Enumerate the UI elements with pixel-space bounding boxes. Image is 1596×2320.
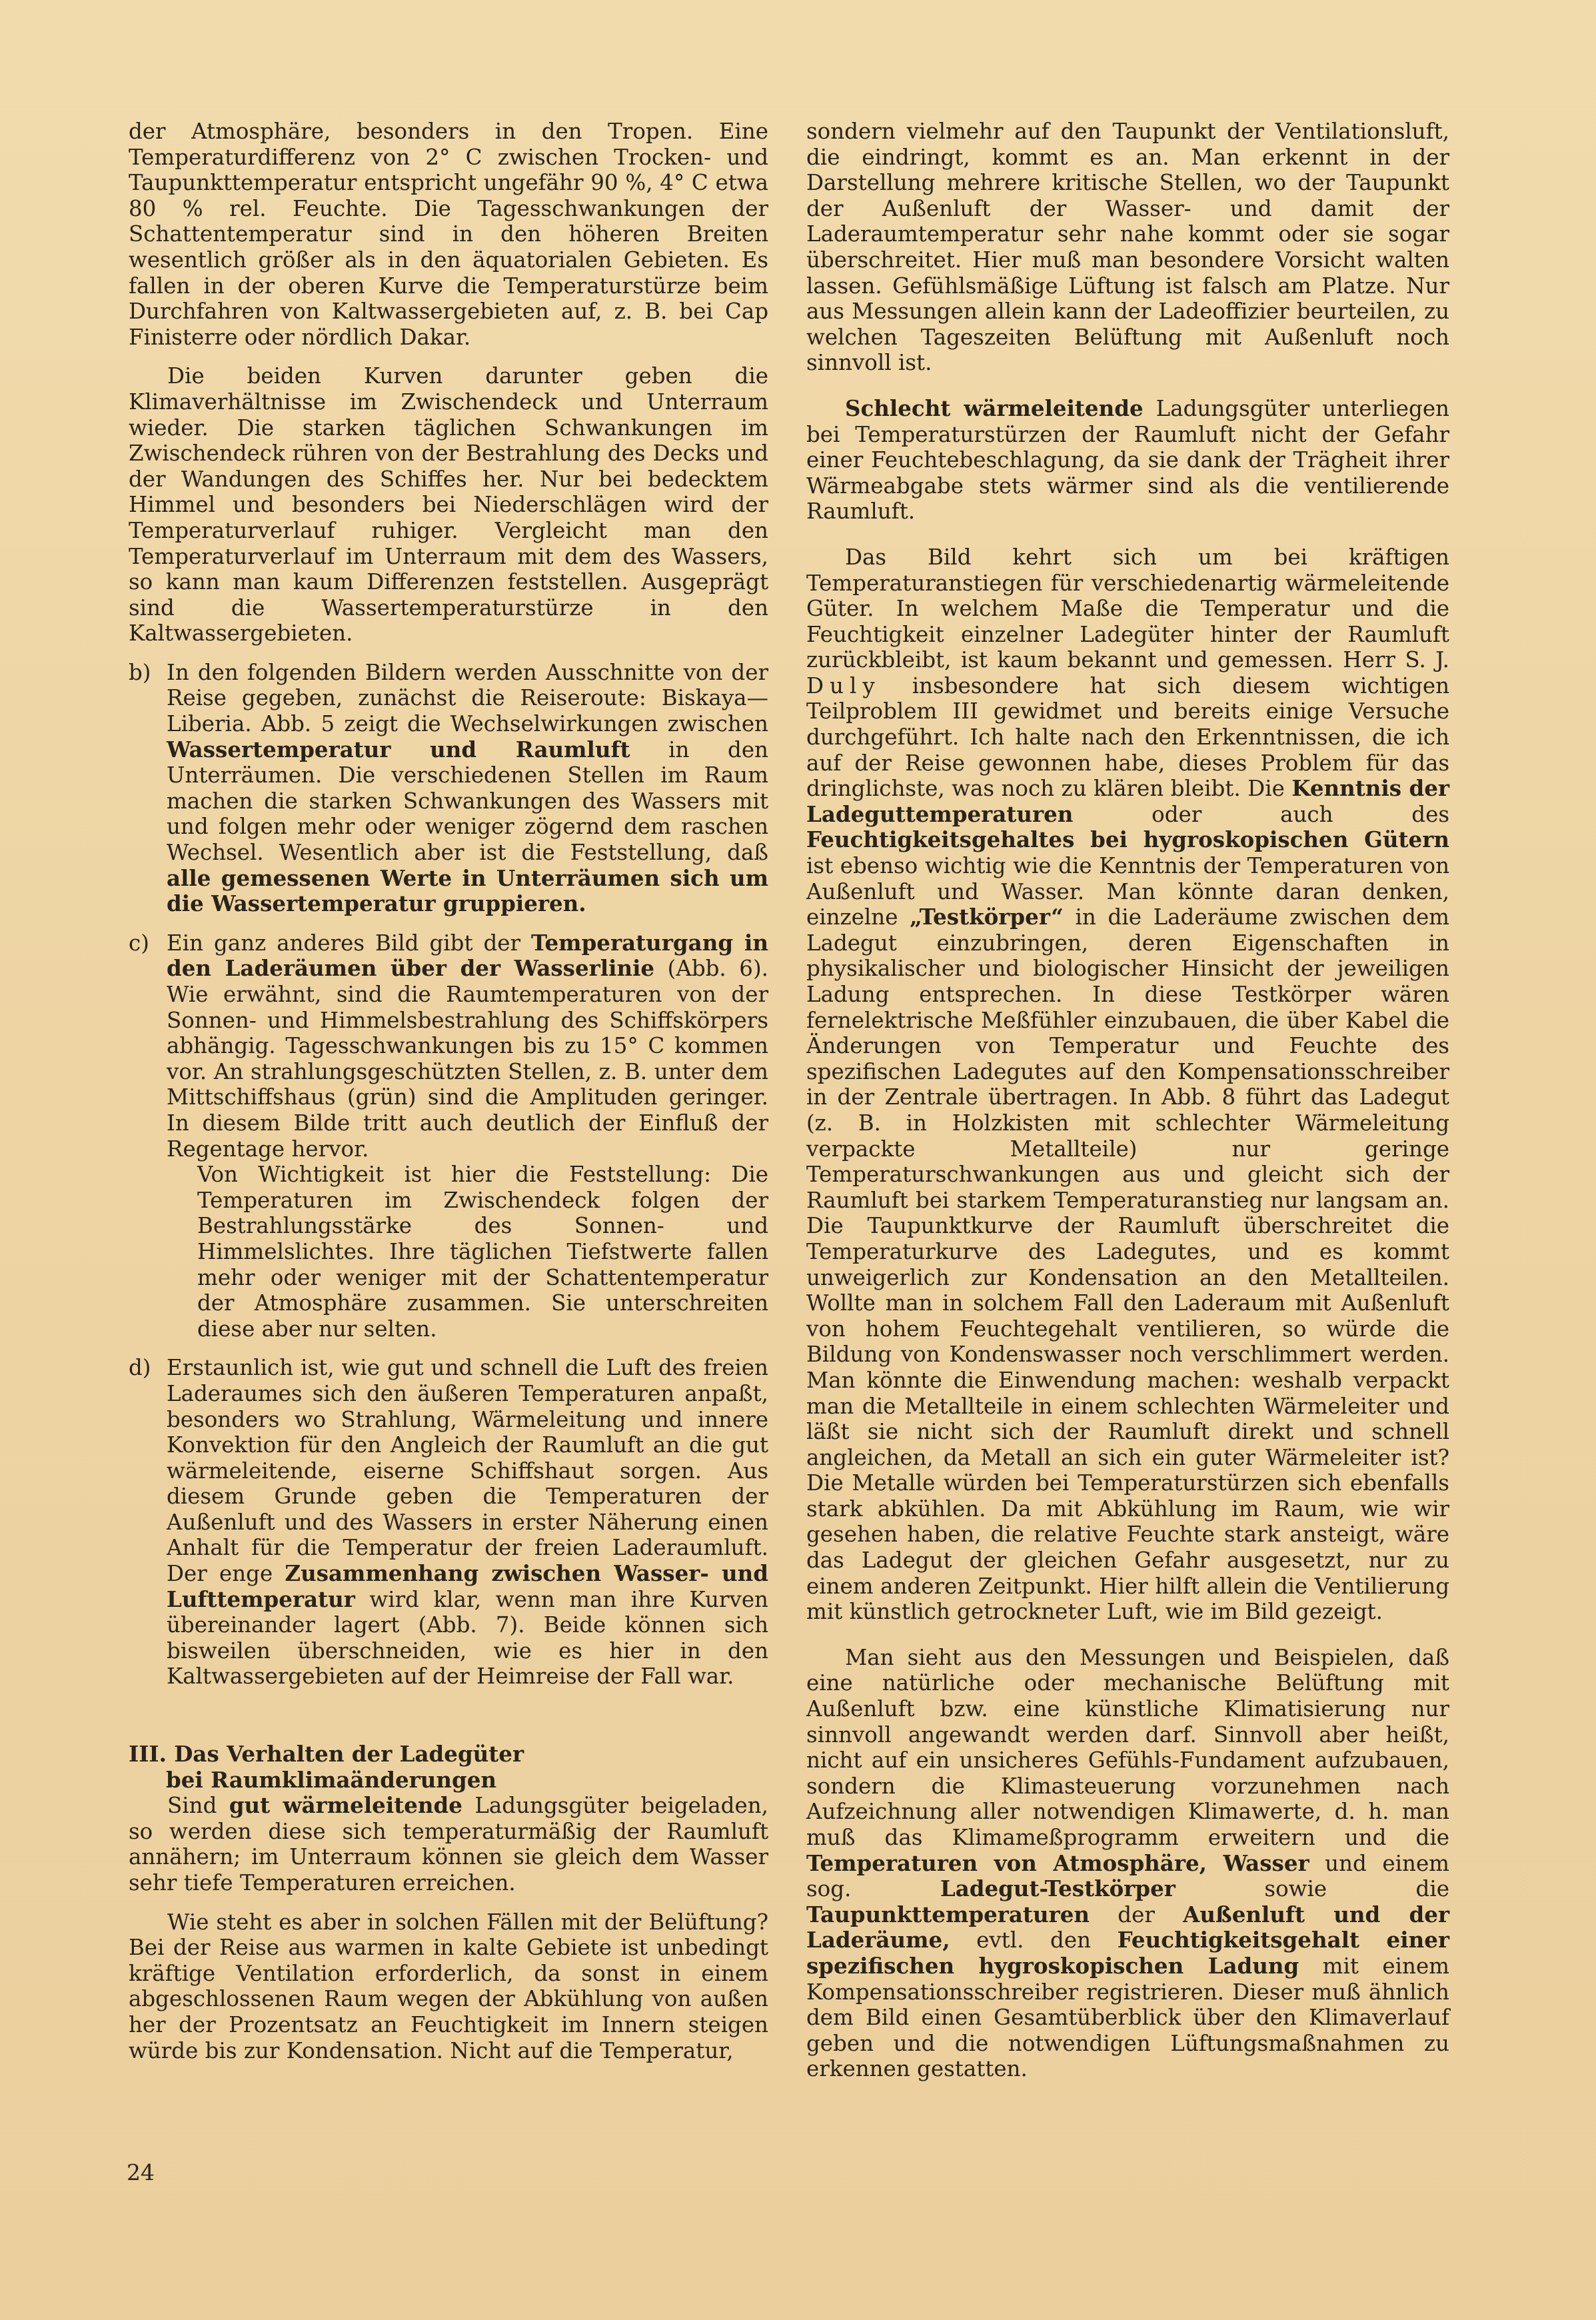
list-item-b	[129, 660, 768, 917]
right-paragraph-4: Man sieht aus den Messungen und Beispielen, daß eine natürliche oder mechanische Belüftung mit Außenluft bzw. eine künstliche Klimatisierung nur sinnvoll angewandt werden darf. Sinnvoll aber heißt, nicht auf ein unsicheres Gefühls-Fundament aufzubauen, sondern die Klimasteuerung vorzunehmen nach Aufzeichnung aller notwendigen Klimawerte, d. h. man muß das Klimameßprogramm erweitern und die Temperaturen von Atmosphäre, Wasser und einem sog. Ladegut-Testkörper sowie die Taupunkttemperaturen der Außenluft und der Laderäume, evtl. den Feuchtigkeitsgehalt einer spezifischen hygroskopischen Ladung mit einem Kompensationsschreiber registrieren. Dieser muß ähnlich dem Bild einen Gesamtüberblick über den Klimaverlauf geben und die notwendigen Lüftungsmaßnahmen zu erkennen gestatten.	[806, 1644, 1450, 2082]
intro-paragraph-1: der Atmosphäre, besonders in den Tropen. Eine Temperaturdifferenz von 2° C zwischen Trocken- und Taupunkttemperatur entspricht ungefähr 90 %, 4° C etwa 80 % rel. Feuchte. Die Tagesschwankungen der Schattentemperatur sind in den höheren Breiten wesentlich größer als in den äquatorialen Gebieten. Es fallen in der oberen Kurve die Temperaturstürze beim Durchfahren von Kaltwassergebieten auf, z. B. bei Cap Finisterre oder nördlich Dakar.	[129, 119, 768, 350]
right-paragraph-1: sondern vielmehr auf den Taupunkt der Ventilationsluft, die eindringt, kommt es an. Man erkennt in der Darstellung mehrere kritische Stellen, wo der Taupunkt der Außenluft der Wasser- und damit der Laderaumtemperatur sehr nahe kommt oder sie sogar überschreitet. Hier muß man besondere Vorsicht walten lassen. Gefühlsmäßige Lüftung ist falsch am Platze. Nur aus Messungen allein kann der Ladeoffizier beurteilen, zu welchen Tageszeiten Belüftung mit Außenluft noch sinnvoll ist.	[806, 119, 1449, 376]
right-column	[806, 119, 1449, 2082]
section-paragraph-2: Wie steht es aber in solchen Fällen mit der Belüftung? Bei der Reise aus warmen in kalte Gebiete ist unbedingt kräftige Ventilation erforderlich, da sonst in einem abgeschlossenen Raum wegen der Abkühlung von außen her der Prozentsatz an Feuchtigkeit im Innern steigen würde bis zur Kondensation. Nicht auf die Temperatur,	[129, 1909, 768, 2063]
section-heading	[129, 1741, 768, 1793]
section-heading-line-2: bei Raumklimaänderungen	[166, 1766, 497, 1793]
section-heading-line-1: III. Das Verhalten der Ladegüter	[129, 1741, 524, 1767]
left-column	[129, 119, 768, 2063]
list-marker: d)	[129, 1355, 151, 1381]
list-item-text: Ein ganz anderes Bild gibt der Temperaturgang in den Laderäumen über der Wasserlinie (Abb. 6). Wie erwähnt, sind die Raumtemperaturen von der Sonnen- und Himmelsbestrahlung des Schiffskörpers abhängig. Tagesschwankungen bis zu 15° C kommen vor. An strahlungsgeschützten Stellen, z. B. unter dem Mittschiffshaus (grün) sind die Amplituden geringer. In diesem Bilde tritt auch deutlich der Einfluß der Regentage hervor.	[167, 929, 768, 1162]
list-item-text: In den folgenden Bildern werden Ausschnitte von der Reise gegeben, zunächst die Reiseroute: Biskaya—Liberia. Abb. 5 zeigt die Wechselwirkungen zwischen Wassertemperatur und Raumluft in den Unterräumen. Die verschiedenen Stellen im Raum machen die starken Schwankungen des Wassers mit und folgen mehr oder weniger zögernd dem raschen Wechsel. Wesentlich aber ist die Feststellung, daß alle gemessenen Werte in Unterräumen sich um die Wassertemperatur gruppieren.	[167, 659, 768, 917]
section-paragraph-1: Sind gut wärmeleitende Ladungsgüter beigeladen, so werden diese sich temperaturmäßig der Raumluft annähern; im Unterraum können sie gleich dem Wasser sehr tiefe Temperaturen erreichen.	[129, 1792, 768, 1895]
list-item-c-note: Von Wichtigkeit ist hier die Feststellung: Die Temperaturen im Zwischendeck folgen der Bestrahlungsstärke des Sonnen- und Himmelslichtes. Ihre täglichen Tiefstwerte fallen mehr oder weniger mit der Schattentemperatur der Atmosphäre zusammen. Sie unterschreiten diese aber nur selten.	[197, 1162, 768, 1342]
author-name: Duly	[806, 672, 881, 698]
list-item-c	[129, 930, 768, 1162]
page-number: 24	[127, 2159, 155, 2185]
right-paragraph-2: Schlecht wärmeleitende Ladungsgüter unterliegen bei Temperaturstürzen der Raumluft nicht der Gefahr einer Feuchtebeschlagung, da sie dank der Trägheit ihrer Wärmeabgabe stets wärmer sind als die ventilierende Raumluft.	[806, 395, 1449, 525]
intro-paragraph-2: Die beiden Kurven darunter geben die Klimaverhältnisse im Zwischendeck und Unterraum wieder. Die starken täglichen Schwankungen im Zwischendeck rühren von der Bestrahlung des Decks und der Wandungen des Schiffes her. Nur bei bedecktem Himmel und besonders bei Niederschlägen wird der Temperaturverlauf ruhiger. Vergleicht man den Temperaturverlauf im Unterraum mit dem des Wassers, so kann man kaum Differenzen feststellen. Ausgeprägt sind die Wassertemperaturstürze in den Kaltwassergebieten.	[129, 363, 768, 646]
list-item-text: Erstaunlich ist, wie gut und schnell die Luft des freien Laderaumes sich den äußeren Temperaturen anpaßt, besonders wo Strahlung, Wärmeleitung und innere Konvektion für den Angleich der Raumluft an die gut wärmeleitende, eiserne Schiffshaut sorgen. Aus diesem Grunde geben die Temperaturen der Außenluft und des Wassers in erster Näherung einen Anhalt für die Temperatur der freien Laderaumluft. Der enge Zusammenhang zwischen Wasser- und Lufttemperatur wird klar, wenn man ihre Kurven übereinander lagert (Abb. 7). Beide können sich bisweilen überschneiden, wie es hier in den Kaltwassergebieten auf der Heimreise der Fall war.	[167, 1355, 768, 1690]
list-item-d	[129, 1355, 768, 1690]
list-marker: b)	[129, 659, 151, 685]
list-marker: c)	[129, 930, 149, 956]
right-paragraph-3: Das Bild kehrt sich um bei kräftigen Temperaturanstiegen für verschiedenartig wärmeleitende Güter. In welchem Maße die Temperatur und die Feuchtigkeit einzelner Ladegüter hinter der Raumluft zurückbleibt, ist kaum bekannt und gemessen. Herr S. J. Duly insbesondere hat sich diesem wichtigen Teilproblem III gewidmet und bereits einige Versuche durchgeführt. Ich halte nach den Erkenntnissen, die ich auf der Reise gewonnen habe, dieses Problem für das dringlichste, was noch zu klären bleibt. Die Kenntnis der Ladeguttemperaturen oder auch des Feuchtigkeitsgehaltes bei hygroskopischen Gütern ist ebenso wichtig wie die Kenntnis der Temperaturen von Außenluft und Wasser. Man könnte daran denken, einzelne „Testkörper“ in die Laderäume zwischen dem Ladegut einzubringen, deren Eigenschaften in physikalischer und biologischer Hinsicht der jeweiligen Ladung entsprechen. In diese Testkörper wären fernelektrische Meßfühler einzubauen, die über Kabel die Änderungen von Temperatur und Feuchte des spezifischen Ladegutes auf den Kompensationsschreiber in der Zentrale übertragen. In Abb. 8 führt das Ladegut (z. B. in Holzkisten mit schlechter Wärmeleitung verpackte Metallteile) nur geringe Temperaturschwankungen aus und gleicht sich der Raumluft bei starkem Temperaturanstieg nur langsam an. Die Taupunktkurve der Raumluft überschreitet die Temperaturkurve des Ladegutes, und es kommt unweigerlich zur Kondensation an den Metallteilen. Wollte man in solchem Fall den Laderaum mit Außenluft von hohem Feuchtegehalt ventilieren, so würde die Bildung von Kondenswasser noch verschlimmert werden. Man könnte die Einwendung machen: weshalb verpackt man die Metallteile in einem schlechten Wärmeleiter und läßt sie nicht sich der Raumluft direkt und schnell angleichen, da Metall an sich ein guter Wärmeleiter ist? Die Metalle würden bei Temperaturstürzen sich ebenfalls stark abkühlen. Da mit Abkühlung im Raum, wie wir gesehen haben, die relative Feuchte stark ansteigt, wäre das Ladegut der gleichen Gefahr ausgesetzt, nur zu einem anderen Zeitpunkt. Hier hilft allein die Ventilierung mit künstlich getrockneter Luft, wie im Bild gezeigt.	[806, 544, 1449, 1625]
